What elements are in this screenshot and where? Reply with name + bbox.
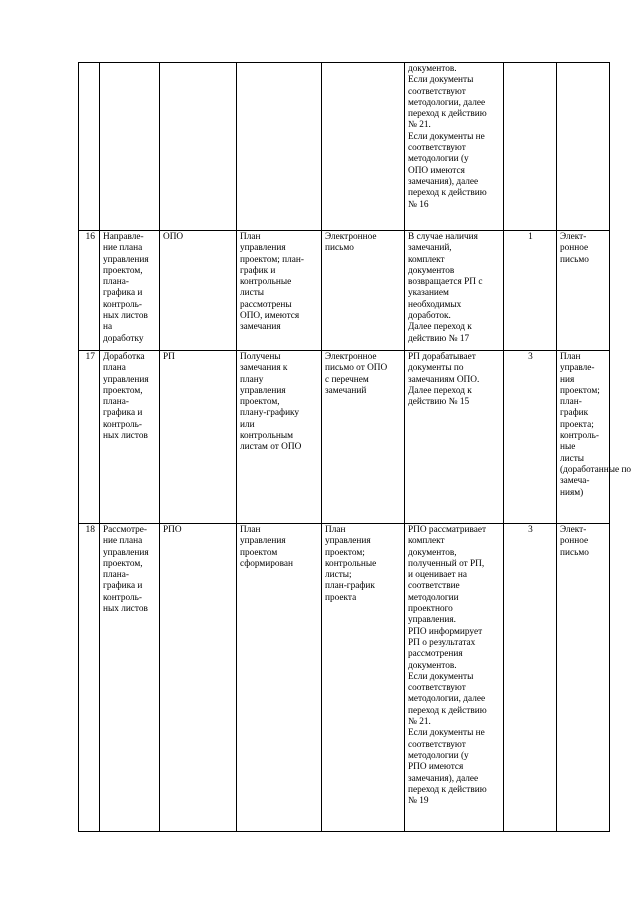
cell-line: плана- (103, 397, 129, 408)
cell-line: РП дорабатывает (408, 352, 476, 362)
cell-line: проектом, (103, 385, 143, 396)
cell-line: управления (240, 536, 286, 547)
cell-line: указанием (408, 288, 449, 299)
cell-line: управления (103, 547, 149, 558)
cell-line: замечания), далее (408, 773, 479, 784)
table-row (79, 231, 610, 351)
cell-duration: 3 (504, 524, 557, 832)
cell-line: проектом, (103, 558, 143, 569)
cell-line: ронное (560, 243, 589, 254)
cell-line: письмо от ОПО (325, 363, 388, 374)
cell-responsible (160, 351, 237, 524)
cell-action (100, 351, 160, 524)
cell-input-documents (322, 231, 405, 351)
cell-line: РПО имеются (408, 762, 464, 773)
cell-line: контроль- (103, 299, 142, 310)
cell-line: План (240, 525, 261, 535)
cell-line: Получены (240, 352, 281, 362)
cell-line: Доработка (103, 352, 145, 362)
cell-line: План (240, 232, 261, 242)
cell-line: ОПО (163, 232, 184, 242)
cell-line: письмо (325, 243, 354, 254)
cell-line: графика и (103, 408, 143, 419)
cell-duration: 1 (504, 231, 557, 351)
cell-line: контроль- (103, 419, 142, 430)
cell-line: управления (325, 536, 371, 547)
cell-line: ных листов (103, 311, 148, 322)
cell-line: проектом; (325, 547, 365, 558)
cell-description (405, 351, 504, 524)
cell-input-documents (322, 524, 405, 832)
cell-line: плана- (103, 570, 129, 581)
cell-line: ние плана (103, 243, 143, 254)
cell-line: Если документы не (408, 131, 485, 142)
cell-line: документов. (408, 64, 457, 74)
cell-line: соответствуют (408, 86, 466, 97)
cell-line: ния (560, 374, 575, 385)
cell-line: доработку (103, 333, 144, 344)
cell-line: график (560, 408, 589, 419)
cell-line: доработок. (408, 311, 451, 322)
cell-line: письмо (560, 254, 589, 265)
cell-line: управле- (560, 363, 595, 374)
cell-input-condition (237, 351, 322, 524)
cell-line: план-график (325, 581, 375, 592)
cell-line: комплект (408, 536, 445, 547)
cell-line: ные (560, 442, 576, 453)
cell-line: проектом; план- (240, 254, 304, 265)
cell-line: Направле- (103, 232, 144, 242)
cell-line: графика и (103, 288, 143, 299)
cell-responsible (160, 231, 237, 351)
cell-duration: 3 (504, 351, 557, 524)
cell-line: проектного (408, 604, 453, 615)
cell-action (100, 63, 160, 231)
cell-line: План (560, 352, 581, 362)
cell-line: Далее переход к (408, 322, 472, 333)
cell-line: график и (240, 265, 276, 276)
cell-line: Элект- (560, 525, 587, 535)
cell-line: рассмотрены (240, 299, 292, 310)
cell-line: методологии, далее (408, 694, 486, 705)
cell-line: документов. (408, 660, 457, 671)
cell-output (557, 231, 610, 351)
cell-line: на (103, 322, 113, 333)
cell-description (405, 63, 504, 231)
cell-line: комплект (408, 254, 445, 265)
cell-line: контрольным (240, 431, 294, 442)
cell-line: с перечнем (325, 374, 369, 385)
cell-line: Электронное (325, 232, 377, 242)
cell-line: соответствуют (408, 683, 466, 694)
cell-line: замечания), далее (408, 176, 479, 187)
cell-line: необходимых (408, 299, 462, 310)
cell-line: В случае наличия (408, 232, 478, 242)
cell-line: замечания к (240, 363, 288, 374)
cell-line: замеча- (560, 476, 590, 487)
cell-line: методологии (у (408, 154, 469, 165)
cell-line: ние плана (103, 536, 143, 547)
cell-line: № 19 (408, 796, 429, 807)
cell-line: плану-графику (240, 408, 300, 419)
cell-line: методологии, далее (408, 97, 486, 108)
cell-line: управления (240, 385, 286, 396)
cell-line: методологии (у (408, 750, 469, 761)
cell-line: управления. (408, 615, 456, 626)
cell-line: контрольные (240, 277, 292, 288)
cell-line: документы по (408, 363, 464, 374)
cell-line: Электронное (325, 352, 377, 362)
cell-output (557, 524, 610, 832)
cell-action (100, 231, 160, 351)
cell-line: ниям) (560, 487, 584, 498)
cell-line: № 21. (408, 717, 431, 728)
table-row (79, 63, 610, 231)
cell-line: Далее переход к (408, 385, 472, 396)
cell-description (405, 524, 504, 832)
cell-line: плану (240, 374, 264, 385)
cell-line: замечаниям ОПО. (408, 374, 480, 385)
cell-step-number: 16 (79, 231, 100, 351)
cell-line: управления (103, 254, 149, 265)
cell-input-documents (322, 63, 405, 231)
cell-line: полученный от РП, (408, 558, 485, 569)
cell-line: письмо (560, 547, 589, 558)
cell-line: управления (240, 243, 286, 254)
cell-line: и оценивает на (408, 570, 468, 581)
cell-line: ных листов (103, 604, 148, 615)
cell-line: РПО рассматривает (408, 525, 487, 535)
cell-line: листы; (325, 570, 352, 581)
cell-line: замечания (240, 322, 281, 333)
cell-line: замечаний (325, 385, 367, 396)
cell-responsible (160, 524, 237, 832)
cell-line: документов, (408, 547, 457, 558)
cell-line: плана- (103, 277, 129, 288)
cell-line: сформирован (240, 558, 293, 569)
cell-line: ОПО имеются (408, 165, 465, 176)
cell-line: контроль- (103, 592, 142, 603)
cell-line: № 21. (408, 120, 431, 131)
cell-step-number: 17 (79, 351, 100, 524)
cell-line: контрольные (325, 558, 377, 569)
cell-input-condition (237, 231, 322, 351)
cell-line: план- (560, 397, 582, 408)
cell-line: листы (560, 453, 585, 464)
cell-line: ронное (560, 536, 589, 547)
cell-line: документов (408, 265, 455, 276)
cell-line: Если документы не (408, 728, 485, 739)
cell-line: действию № 17 (408, 333, 470, 344)
cell-step-number: 18 (79, 524, 100, 832)
cell-line: Если документы (408, 671, 474, 682)
table-row (79, 524, 610, 832)
cell-input-condition (237, 63, 322, 231)
cell-line: План (325, 525, 346, 535)
cell-line: переход к действию (408, 705, 487, 716)
cell-line: соответствуют (408, 143, 466, 154)
cell-line: проектом, (103, 265, 143, 276)
cell-line: графика и (103, 581, 143, 592)
cell-line: плана (103, 363, 126, 374)
cell-output (557, 63, 610, 231)
cell-line: рассмотрения (408, 649, 463, 660)
cell-input-documents (322, 351, 405, 524)
cell-line: контроль- (560, 431, 599, 442)
cell-action (100, 524, 160, 832)
process-table (78, 62, 632, 832)
cell-line: РПО (163, 525, 182, 535)
cell-description (405, 231, 504, 351)
cell-line: соответствие (408, 581, 460, 592)
cell-line: действию № 15 (408, 397, 470, 408)
cell-responsible (160, 63, 237, 231)
cell-line: управления (103, 374, 149, 385)
cell-line: листам от ОПО (240, 442, 302, 453)
cell-line: (доработанные по (560, 464, 632, 475)
cell-duration (504, 63, 557, 231)
cell-line: РПО информирует (408, 626, 483, 637)
cell-line: Рассмотре- (103, 525, 148, 535)
cell-line: РП о результатах (408, 637, 476, 648)
cell-line: переход к действию (408, 188, 487, 199)
cell-output (557, 351, 632, 524)
cell-line: возвращается РП с (408, 277, 483, 288)
cell-line: РП (163, 352, 175, 362)
cell-line: проектом (240, 547, 278, 558)
cell-line: методологии (408, 592, 459, 603)
table-row (79, 351, 610, 524)
cell-line: замечаний, (408, 243, 452, 254)
cell-line: ОПО, имеются (240, 311, 300, 322)
cell-line: Если документы (408, 75, 474, 86)
cell-line: проектом, (240, 397, 280, 408)
cell-line: переход к действию (408, 784, 487, 795)
cell-step-number (79, 63, 100, 231)
cell-line: проектом; (560, 385, 600, 396)
cell-line: или (240, 419, 255, 430)
cell-line: Элект- (560, 232, 587, 242)
cell-line: проекта (325, 592, 357, 603)
cell-line: листы (240, 288, 265, 299)
cell-input-condition (237, 524, 322, 832)
cell-line: ных листов (103, 431, 148, 442)
cell-line: соответствуют (408, 739, 466, 750)
cell-line: переход к действию (408, 109, 487, 120)
cell-line: № 16 (408, 199, 429, 210)
cell-line: проекта; (560, 419, 594, 430)
